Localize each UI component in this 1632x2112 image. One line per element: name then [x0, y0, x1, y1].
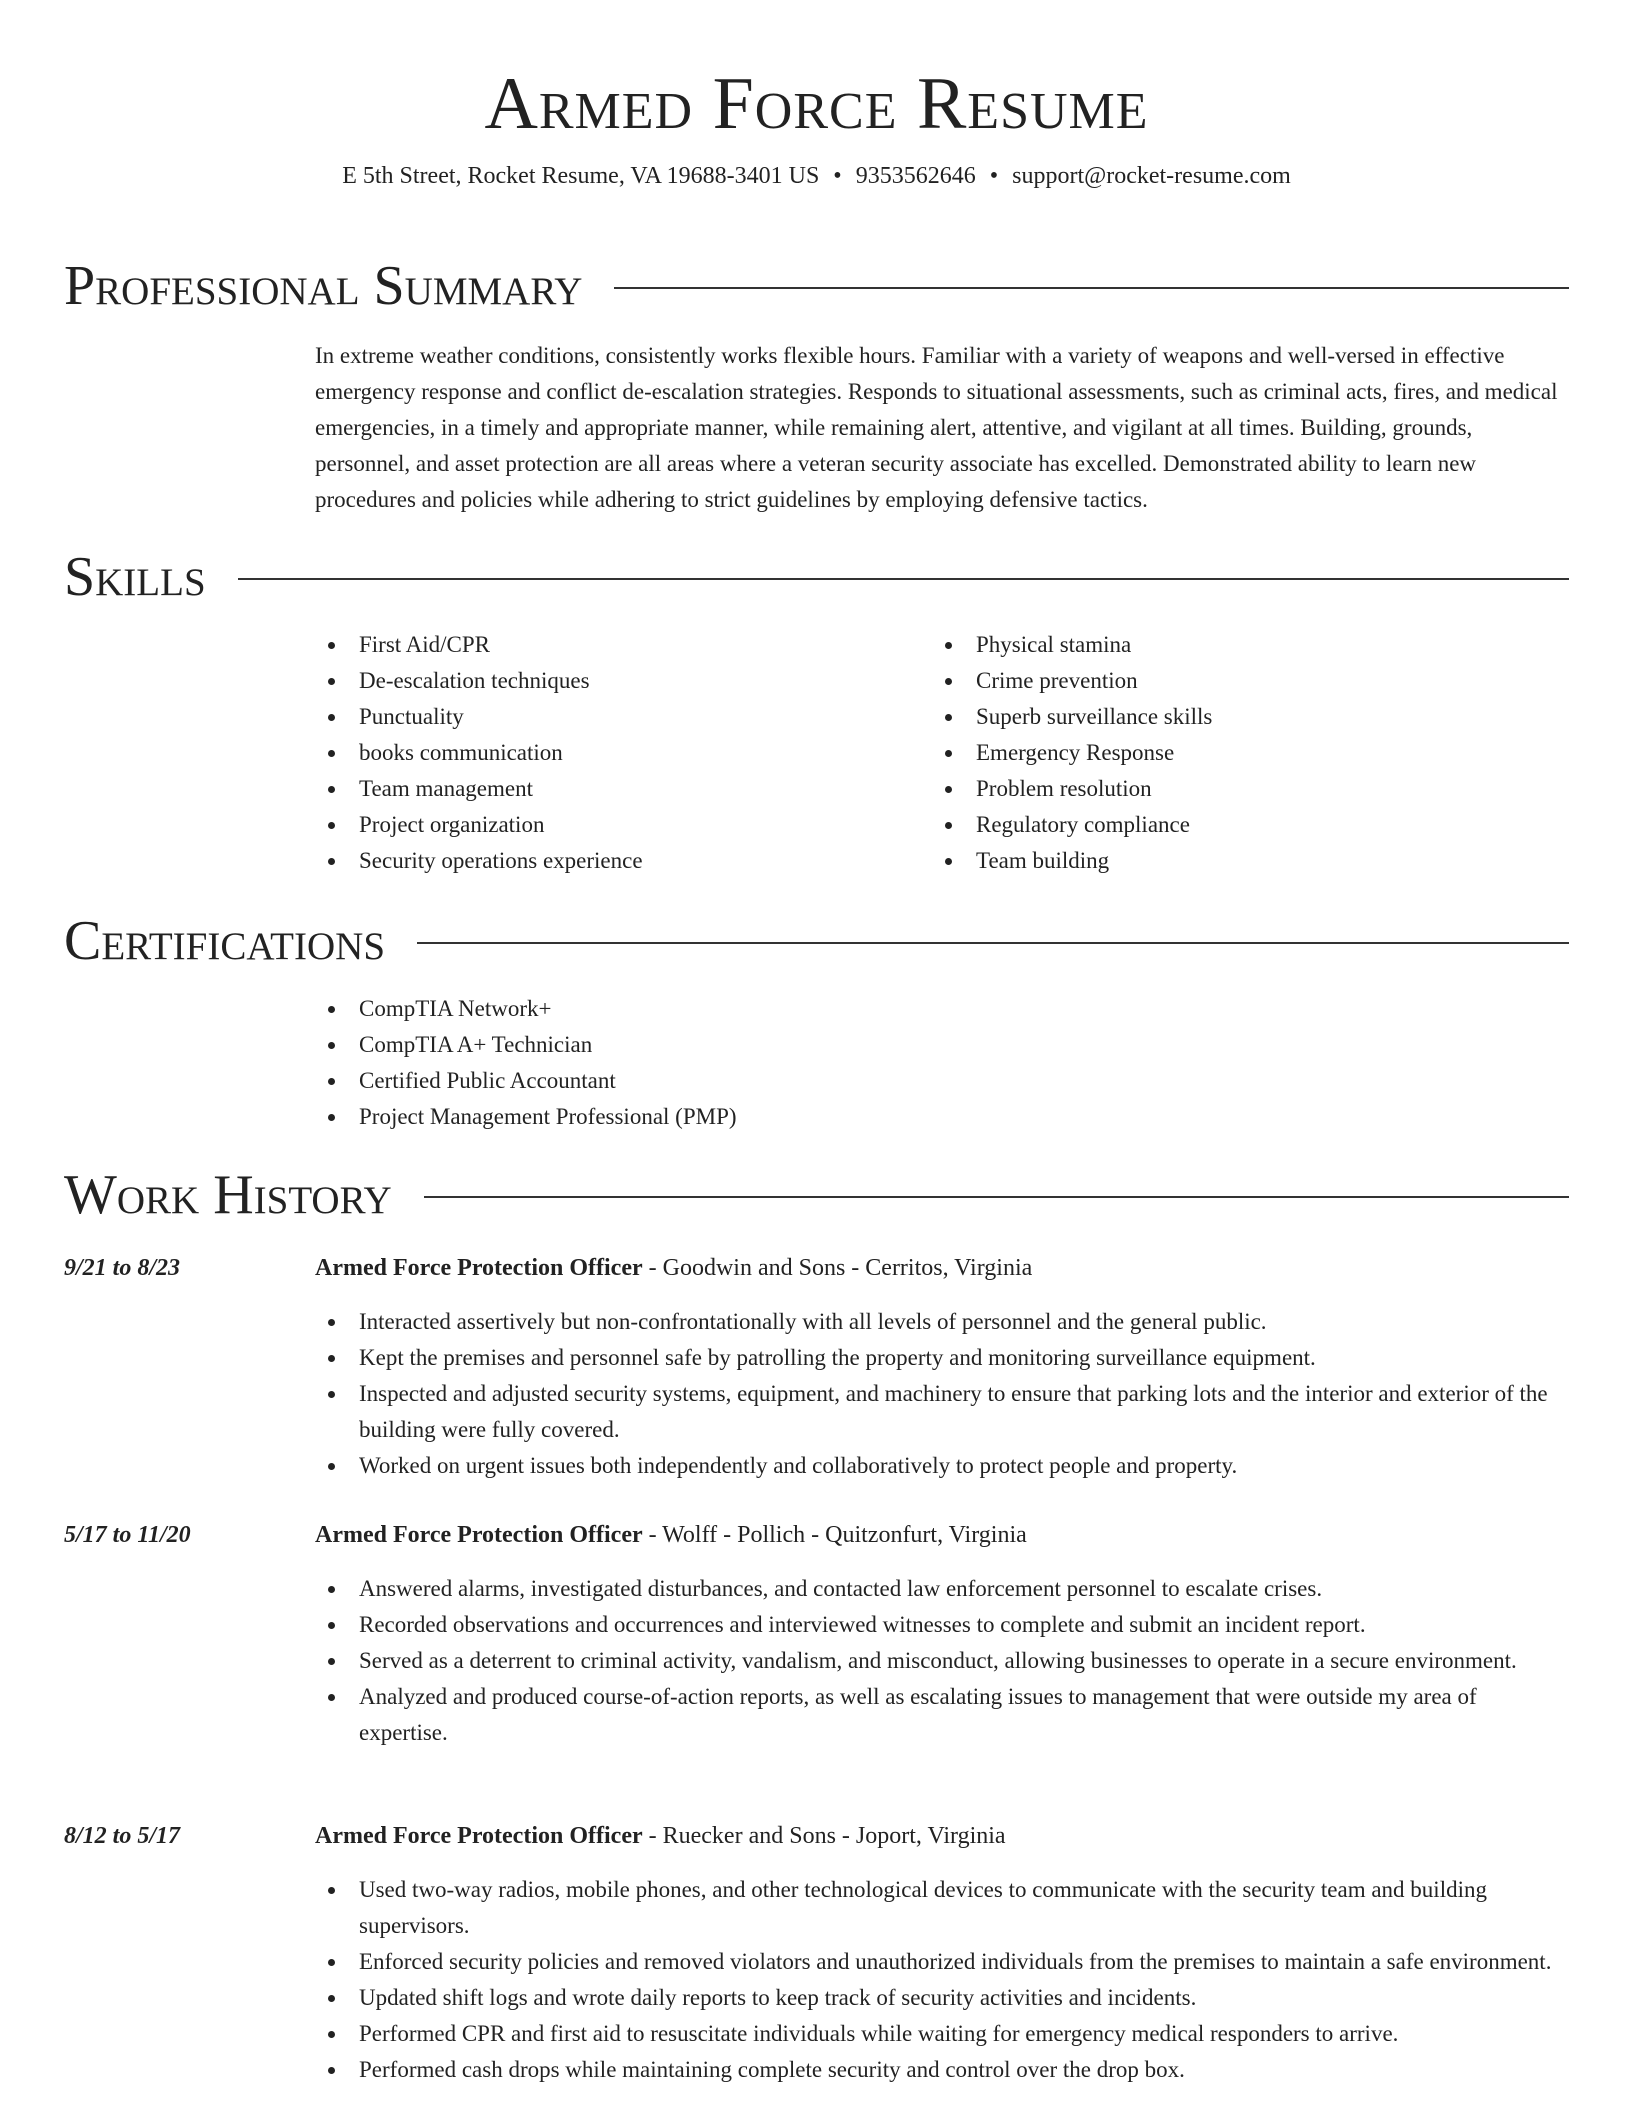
job-bullet-text: Inspected and adjusted security systems, equipment, and machinery to ensure that parking lots and the interior and exterior of the building were fully covered.	[359, 1381, 1548, 1442]
skill-item	[315, 807, 932, 843]
job-bullet	[315, 2016, 1569, 2052]
skill-item-text: Crime prevention	[976, 668, 1138, 693]
contact-separator: •	[833, 163, 842, 189]
bullet-dot	[328, 2067, 335, 2074]
contact-address: E 5th Street, Rocket Resume, VA 19688-3401 US	[342, 163, 820, 189]
work-heading: Work History	[64, 1164, 392, 1226]
section-divider	[614, 287, 1569, 289]
job-bullet-text: Performed CPR and first aid to resuscitate individuals while waiting for emergency medical responders to arrive.	[359, 2021, 1399, 2046]
certifications-list	[315, 991, 1569, 1135]
skill-item-text: Team management	[359, 776, 534, 801]
bullet-dot	[328, 642, 335, 649]
certification-item-text: Certified Public Accountant	[359, 1068, 616, 1093]
skills-grid	[315, 627, 1569, 879]
job-bullet	[315, 1643, 1569, 1679]
bullet-dot	[328, 1114, 335, 1121]
job-role: Armed Force Protection Officer	[315, 1823, 643, 1849]
certifications-section-header	[64, 909, 1569, 973]
job-bullet-text: Performed cash drops while maintaining complete security and control over the drop box.	[359, 2057, 1185, 2082]
bullet-dot	[328, 1959, 335, 1966]
skill-item-text: Physical stamina	[976, 632, 1132, 657]
bullet-dot	[945, 822, 952, 829]
contact-separator: •	[989, 163, 999, 189]
job-bullet	[315, 1304, 1569, 1340]
bullet-dot	[328, 1995, 335, 2002]
job-title-line	[315, 1250, 1569, 1286]
job-bullet	[315, 1872, 1569, 1944]
job-bullet	[315, 1376, 1569, 1448]
skill-item-text: Project organization	[359, 812, 545, 837]
certification-item	[315, 1027, 1569, 1063]
bullet-dot	[328, 1042, 335, 1049]
job-bullet-text: Updated shift logs and wrote daily reports to keep track of security activities and incidents.	[359, 1985, 1197, 2010]
bullet-dot	[328, 2031, 335, 2038]
skill-item	[315, 735, 932, 771]
bullet-dot	[945, 858, 952, 865]
skills-right-list	[932, 627, 1549, 879]
bullet-dot	[328, 858, 335, 865]
bullet-dot	[945, 642, 952, 649]
section-divider	[417, 942, 1569, 944]
bullet-dot	[945, 750, 952, 757]
job-dates: 5/17 to 11/20	[64, 1522, 191, 1548]
job-dates: 9/21 to 8/23	[64, 1255, 181, 1281]
skill-item	[932, 735, 1549, 771]
bullet-dot	[328, 822, 335, 829]
job-bullet	[315, 1679, 1569, 1751]
job-bullet-text: Recorded observations and occurrences and interviewed witnesses to complete and submit an incident report.	[359, 1612, 1366, 1637]
job-bullet-text: Worked on urgent issues both independently and collaboratively to protect people and property.	[359, 1453, 1238, 1478]
job-entry	[315, 1250, 1569, 1484]
summary-text: In extreme weather conditions, consistently works flexible hours. Familiar with a variety of weapons and well-versed in effective emergency response and conflict de-escalation strategies. Responds to situational assessments, such as criminal acts, fires, and medical emergencies, in a timely and appropriate manner, while remaining alert, attentive, and vigilant at all times. Building, grounds, personnel, and asset protection are all areas where a veteran security associate has excelled. Demonstrated ability to learn new procedures and policies while adhering to strict guidelines by employing defensive tactics.	[315, 343, 1558, 512]
summary-body	[315, 338, 1569, 518]
skills-heading: Skills	[64, 546, 206, 608]
job-bullet-text: Served as a deterrent to criminal activity, vandalism, and misconduct, allowing businesses to operate in a secure environment.	[359, 1648, 1517, 1673]
bullet-dot	[328, 1391, 335, 1398]
job-bullet-text: Interacted assertively but non-confrontationally with all levels of personnel and the general public.	[359, 1309, 1267, 1334]
skill-item-text: books communication	[359, 740, 563, 765]
certifications-body	[315, 991, 1569, 1135]
skill-item-text: Superb surveillance skills	[976, 704, 1213, 729]
bullet-dot	[328, 1622, 335, 1629]
bullet-dot	[945, 678, 952, 685]
skill-item	[315, 699, 932, 735]
job-bullet	[315, 2052, 1569, 2088]
skill-item-text: Regulatory compliance	[976, 812, 1190, 837]
certification-item	[315, 1063, 1569, 1099]
job-bullet	[315, 1607, 1569, 1643]
resume-name: Armed Force Resume	[484, 63, 1149, 145]
bullet-dot	[328, 1694, 335, 1701]
bullet-dot	[945, 714, 952, 721]
bullet-dot	[328, 1355, 335, 1362]
skill-item-text: Team building	[976, 848, 1110, 873]
skill-item	[932, 807, 1549, 843]
skill-item	[932, 627, 1549, 663]
job-title-line	[315, 1818, 1569, 1854]
summary-heading: Professional Summary	[64, 255, 583, 317]
job-bullet-text: Analyzed and produced course-of-action reports, as well as escalating issues to management that were outside my area of expertise.	[359, 1684, 1477, 1745]
job-bullet	[315, 1571, 1569, 1607]
job-title-line	[315, 1517, 1569, 1553]
job-employer-location: - Goodwin and Sons - Cerritos, Virginia	[642, 1255, 1033, 1281]
bullet-dot	[328, 678, 335, 685]
certification-item	[315, 991, 1569, 1027]
job-bullets	[315, 1571, 1569, 1751]
section-divider	[424, 1196, 1569, 1198]
certification-item	[315, 1099, 1569, 1135]
job-bullet	[315, 1944, 1569, 1980]
job-bullet	[315, 1448, 1569, 1484]
certifications-heading: Certifications	[64, 910, 386, 972]
bullet-dot	[328, 1463, 335, 1470]
skill-item-text: Problem resolution	[976, 776, 1152, 801]
skill-item	[315, 843, 932, 879]
job-employer-location: - Ruecker and Sons - Joport, Virginia	[642, 1823, 1006, 1849]
skill-item	[932, 699, 1549, 735]
job-bullet-text: Answered alarms, investigated disturbances, and contacted law enforcement personnel to escalate crises.	[359, 1576, 1323, 1601]
skill-item	[315, 771, 932, 807]
work-section-header	[64, 1163, 1569, 1227]
resume-page	[64, 0, 1569, 2082]
job-bullets	[315, 1872, 1569, 2088]
certification-item-text: CompTIA Network+	[359, 996, 552, 1021]
bullet-dot	[945, 786, 952, 793]
job-bullet	[315, 1980, 1569, 2016]
bullet-dot	[328, 1006, 335, 1013]
skill-item	[932, 663, 1549, 699]
skills-section-header	[64, 545, 1569, 609]
job-role: Armed Force Protection Officer	[315, 1522, 643, 1548]
bullet-dot	[328, 1586, 335, 1593]
job-employer-location: - Wolff - Pollich - Quitzonfurt, Virginia	[642, 1522, 1027, 1548]
job-bullet-text: Enforced security policies and removed violators and unauthorized individuals from the premises to maintain a safe environment.	[359, 1949, 1552, 1974]
bullet-dot	[328, 1658, 335, 1665]
skill-item	[932, 843, 1549, 879]
skill-item-text: Security operations experience	[359, 848, 643, 873]
summary-section-header	[64, 254, 1569, 318]
skill-item-text: First Aid/CPR	[359, 632, 491, 657]
skills-body	[315, 627, 1569, 879]
skills-left-list	[315, 627, 932, 879]
bullet-dot	[328, 1319, 335, 1326]
skill-item	[932, 771, 1549, 807]
contact-email[interactable]: support@rocket-resume.com	[1012, 163, 1291, 189]
section-divider	[238, 578, 1569, 580]
contact-line	[64, 160, 1569, 192]
job-entry	[315, 1818, 1569, 2088]
certification-item-text: Project Management Professional (PMP)	[359, 1104, 737, 1129]
bullet-dot	[328, 750, 335, 757]
job-bullet-text: Used two-way radios, mobile phones, and other technological devices to communicate with the security team and building supervisors.	[359, 1877, 1487, 1938]
skill-item	[315, 663, 932, 699]
contact-phone: 9353562646	[855, 163, 976, 189]
job-entry	[315, 1517, 1569, 1751]
skill-item-text: Punctuality	[359, 704, 464, 729]
bullet-dot	[328, 1887, 335, 1894]
bullet-dot	[328, 1078, 335, 1085]
skill-item-text: De-escalation techniques	[359, 668, 590, 693]
skill-item-text: Emergency Response	[976, 740, 1175, 765]
job-bullets	[315, 1304, 1569, 1484]
bullet-dot	[328, 786, 335, 793]
bullet-dot	[328, 714, 335, 721]
job-bullet	[315, 1340, 1569, 1376]
job-bullet-text: Kept the premises and personnel safe by patrolling the property and monitoring surveillance equipment.	[359, 1345, 1316, 1370]
job-dates: 8/12 to 5/17	[64, 1823, 181, 1849]
certification-item-text: CompTIA A+ Technician	[359, 1032, 593, 1057]
skill-item	[315, 627, 932, 663]
job-role: Armed Force Protection Officer	[315, 1255, 643, 1281]
